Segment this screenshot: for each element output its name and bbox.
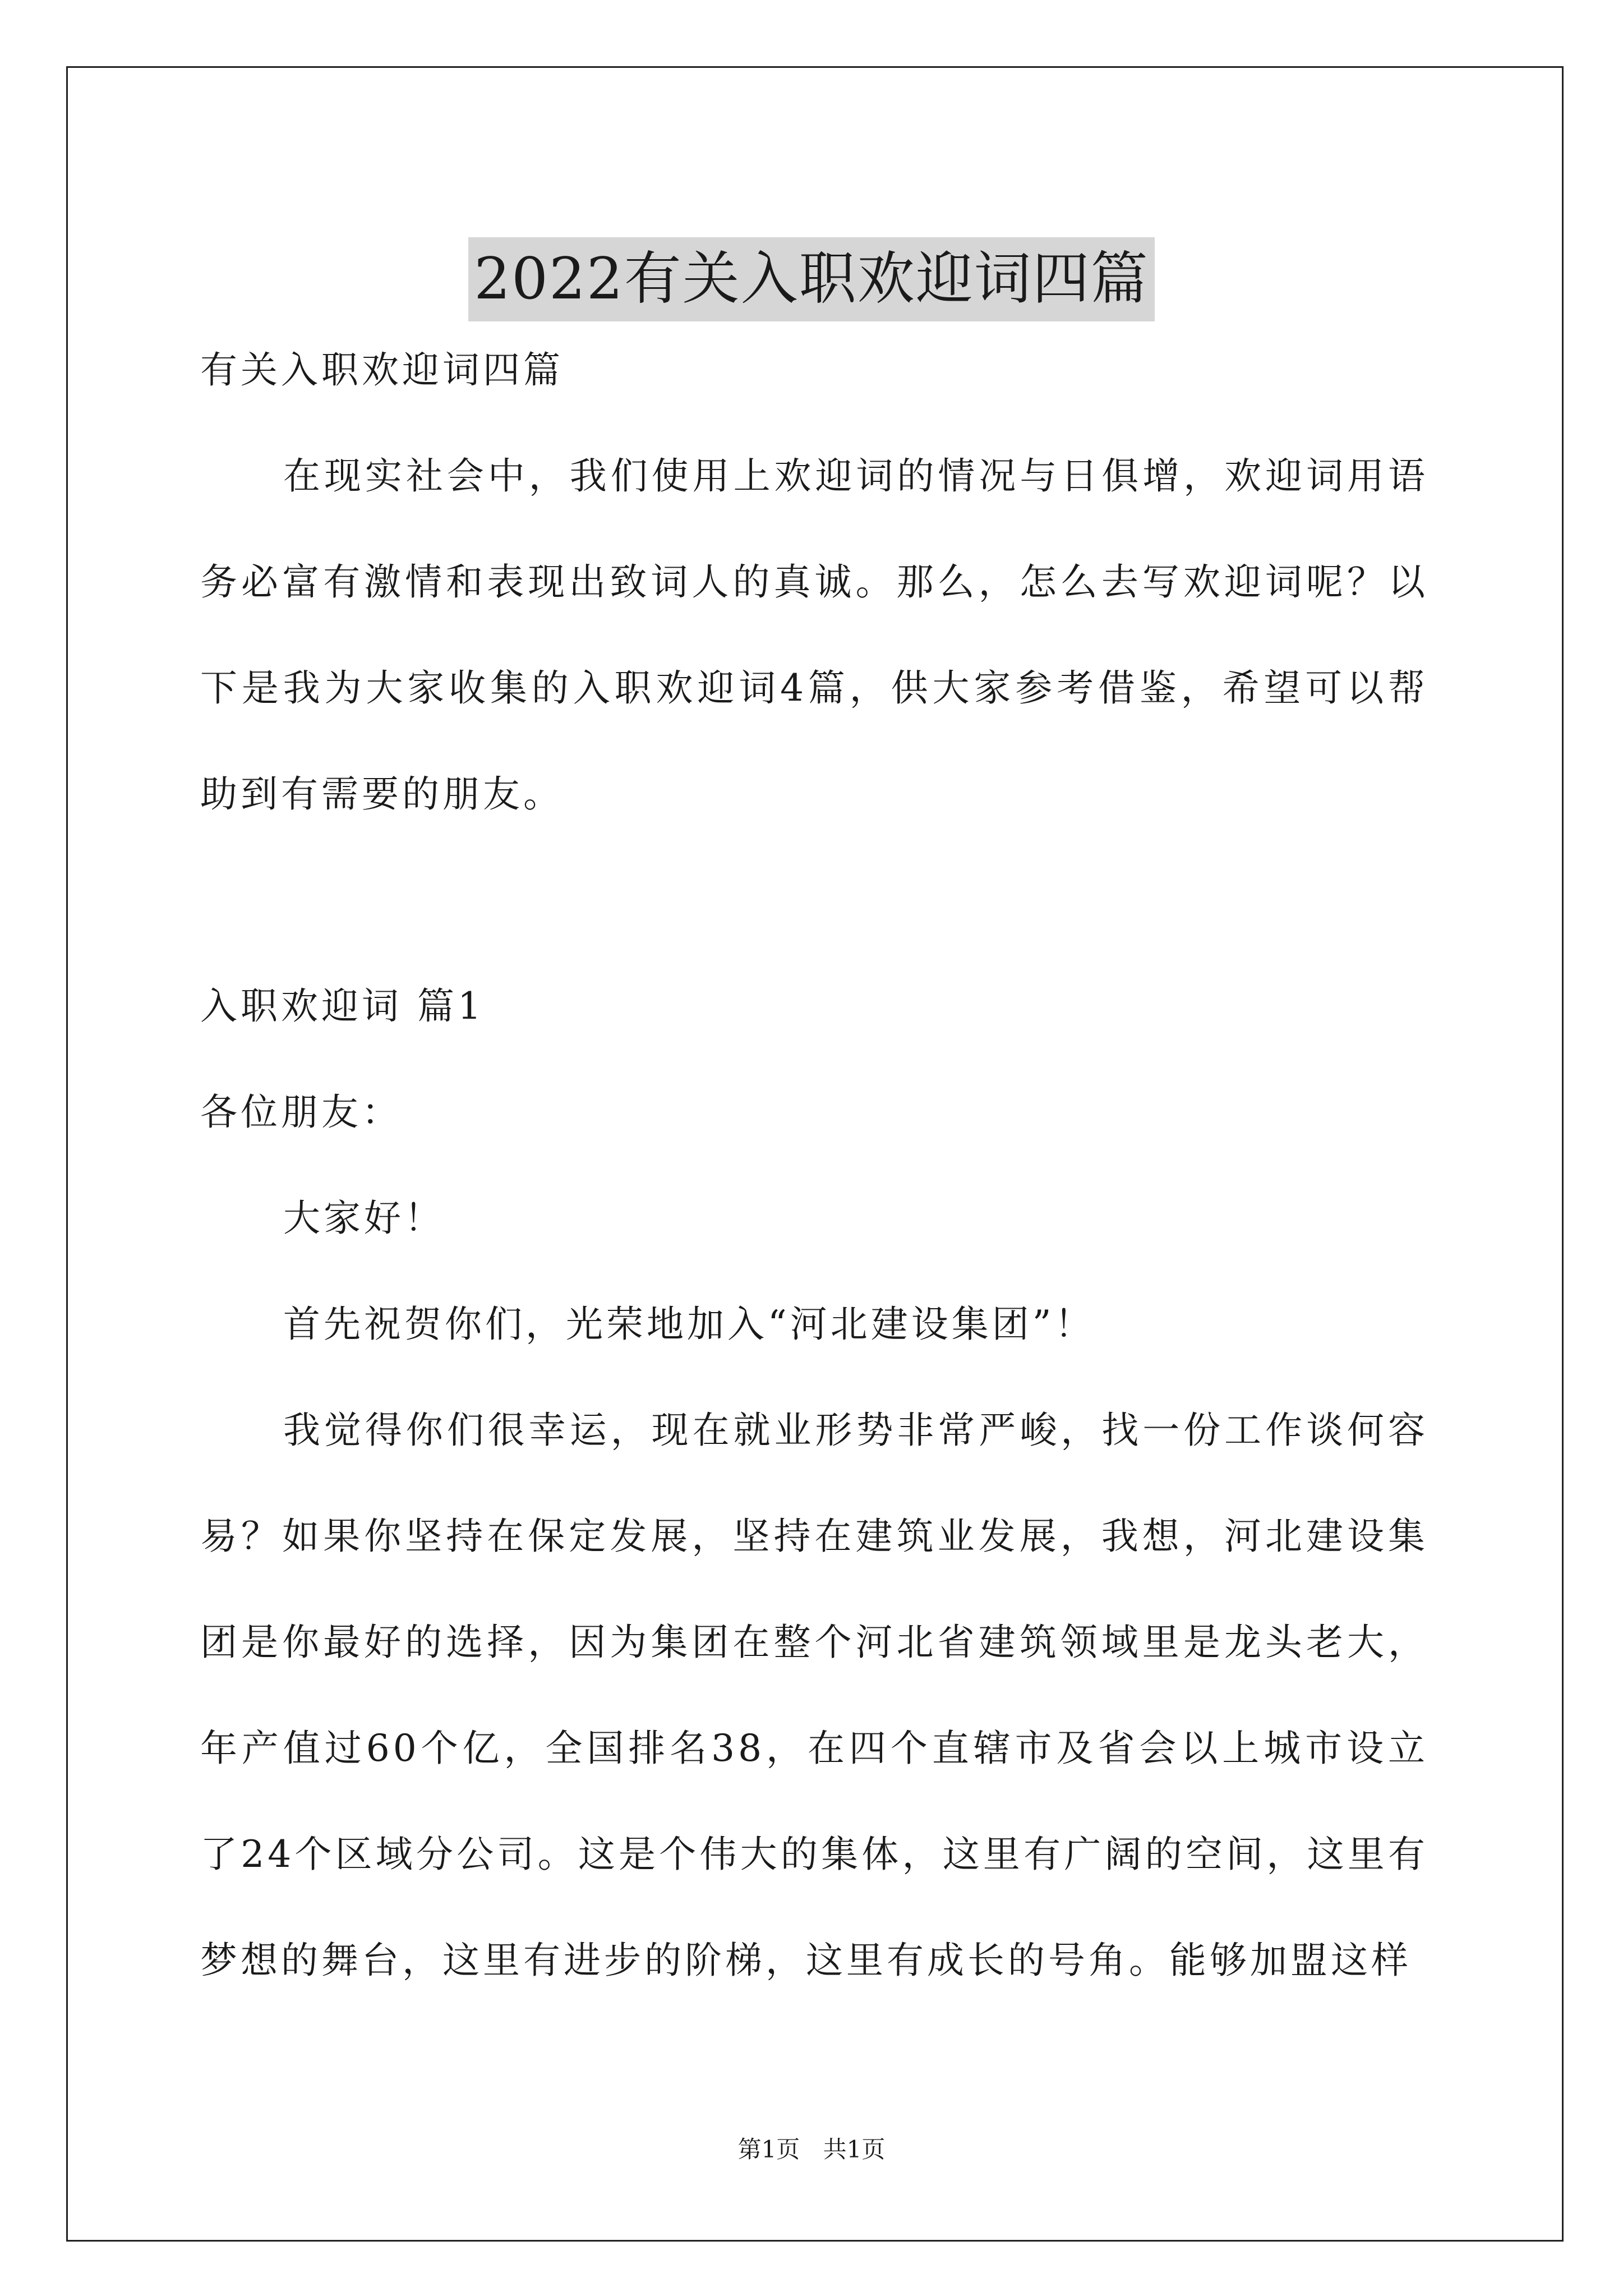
page-footer xyxy=(0,2133,1623,2166)
page-number: 第1页 xyxy=(737,2136,800,2163)
section-heading: 入职欢迎词 篇1 xyxy=(200,984,485,1028)
intro-paragraph: 在现实社会中，我们使用上欢迎词的情况与日俱增，欢迎词用语务必富有激情和表现出致词人的真诚。那么，怎么去写欢迎词呢？以下是我为大家收集的入职欢迎词4篇，供大家参考借鉴，希望可以帮助到有需要的朋友。 xyxy=(200,454,1428,816)
document-body xyxy=(200,317,1428,2013)
blank-line xyxy=(200,847,1428,953)
document-title: 2022有关入职欢迎词四篇 xyxy=(468,237,1155,321)
salutation: 各位朋友： xyxy=(200,1091,402,1134)
paragraph-2: 我觉得你们很幸运，现在就业形势非常严峻，找一份工作谈何容易？如果你坚持在保定发展，坚持在建筑业发展，我想，河北建设集团是你最好的选择，因为集团在整个河北省建筑领域里是龙头老大，年产值过60个亿，全国排名38，在四个直辖市及省会以上城市设立了24个区域分公司。这是个伟大的集体，这里有广阔的空间，这里有梦想的舞台，这里有进步的阶梯，这里有成长的号角。能够加盟这样 xyxy=(200,1409,1428,1982)
subtitle: 有关入职欢迎词四篇 xyxy=(200,348,564,392)
page-total: 共1页 xyxy=(823,2136,886,2163)
paragraph-1: 首先祝贺你们，光荣地加入“河北建设集团”！ xyxy=(283,1303,1095,1346)
greeting: 大家好！ xyxy=(283,1197,445,1240)
